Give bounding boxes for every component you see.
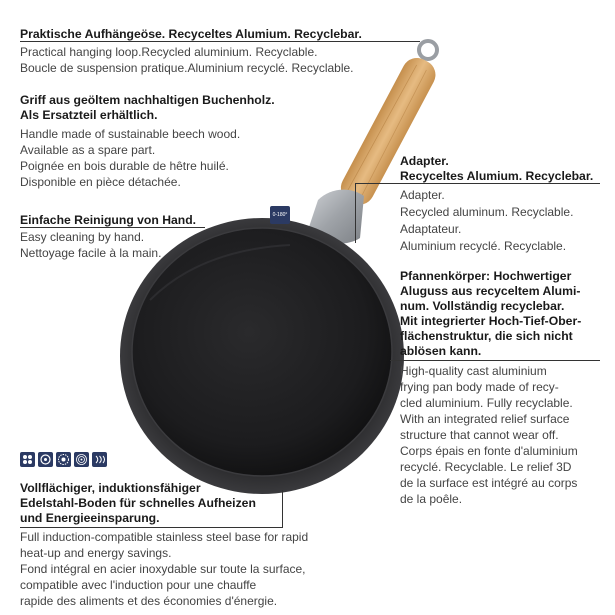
leader-line-adapter-v [355, 183, 356, 243]
callout-body: Handle made of sustainable beech wood. Available as a spare part. Poignée en bois durable de hêtre huilé. Disponible en pièce détachée. [20, 127, 241, 189]
hanging-loop [419, 41, 437, 59]
callout-body: Adapter. Recycled aluminum. Recyclable. Adaptateur. Aluminium recyclé. Recyclable. [400, 188, 574, 253]
callout-handle [20, 93, 275, 190]
hob-compatibility-icons [20, 452, 107, 467]
callout-heading: Einfache Reinigung von Hand. [20, 213, 197, 227]
callout-heading: Griff aus geöltem nachhaltigen Buchenholz. Als Ersatzteil erhältlich. [20, 93, 275, 122]
callout-body: Practical hanging loop.Recycled aluminium. Recyclable. Boucle de suspension pratique.Aluminium recyclé. Recyclable. [20, 45, 354, 75]
callout-heading: Adapter. Recyceltes Alumium. Recyclebar. [400, 154, 594, 183]
ceramic-hob-icon [38, 452, 53, 467]
callout-heading: Vollflächiger, induktionsfähiger Edelstahl-Boden für schnelles Aufheizen und Energieeinsparung. [20, 481, 256, 525]
callout-heading: Pfannenkörper: Hochwertiger Aluguss aus recyceltem Alumi- num. Vollständig recyclebar. Mit integrierter Hoch-Tief-Ober- flächenstruktur, die sich nicht ablösen kann. [400, 269, 582, 358]
callout-body: Easy cleaning by hand. Nettoyage facile à la main. [20, 230, 162, 260]
callout-body: High-quality cast aluminium frying pan body made of recy- cled aluminium. Fully recyclable. With an integrated relief surface structure that cannot wear off. Corps épais en fonte d'aluminium recyclé. Recyclable. Le relief 3D de la surface est intégré au corps de la poêle. [400, 364, 578, 506]
oven-temperature-badge [270, 206, 290, 224]
callout-hanging-loop [20, 27, 362, 76]
halogen-hob-icon [92, 452, 107, 467]
electric-hob-icon [20, 452, 35, 467]
callout-cleaning [20, 213, 196, 261]
callout-adapter [400, 154, 593, 255]
gas-hob-icon [56, 452, 71, 467]
callout-heading: Praktische Aufhängeöse. Recyceltes Alumium. Recyclebar. [20, 27, 362, 41]
callout-body: Full induction-compatible stainless steel base for rapid heat-up and energy savings. Fond intégral en acier inoxydable sur toute la surface, compatible avec l'induction pour une chauffe rapide des aliments et des économies d'énergie. [20, 530, 309, 608]
callout-pan-body [400, 269, 581, 507]
callout-base [20, 481, 308, 609]
induction-hob-icon [74, 452, 89, 467]
oven-temperature-label: 0-180° [272, 212, 288, 218]
